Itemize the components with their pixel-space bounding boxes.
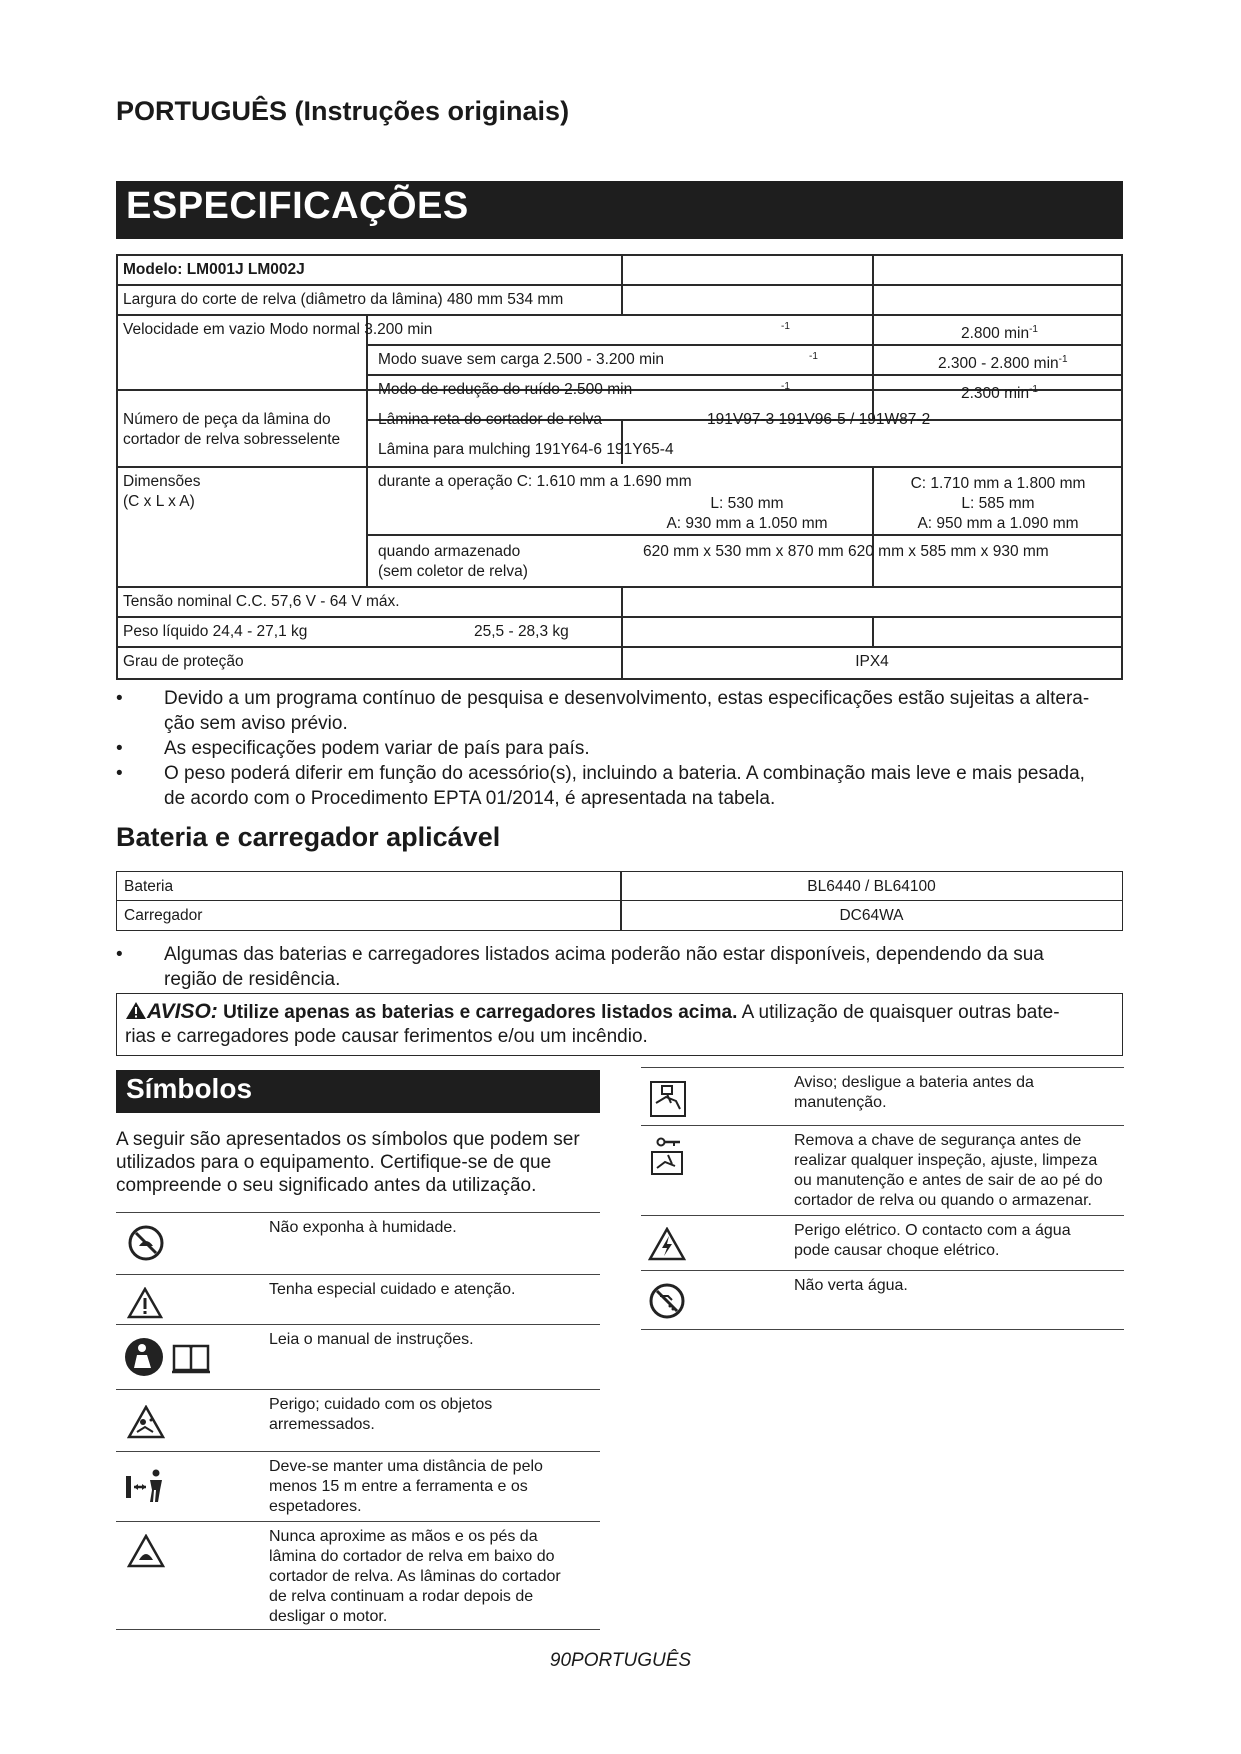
dimensions-stored-values: 620 mm x 530 mm x 870 mm 620 mm x 585 mm x 930 mm <box>643 543 1049 560</box>
dimensions-lm002-width: L: 585 mm <box>961 495 1035 512</box>
spec-note-3: • O peso poderá diferir em função do acessório(s), incluindo a bateria. A combinação mais leve e mais pesada, de acordo com o Procedimento EPTA 01/2014, é apresentada na tabela. <box>116 763 1085 809</box>
battery-heading: Bateria e carregador aplicável <box>116 822 501 852</box>
dimensions-operating: durante a operação C: 1.610 mm a 1.690 mm <box>378 473 692 490</box>
speed-quiet-lm002: 2.300 - 2.800 $\min^{-1}$ <box>938 354 1068 373</box>
dimensions-label-2: (C x L x A) <box>123 493 195 510</box>
symbol-text: Deve-se manter uma distância de pelo menos 15 m entre a ferramenta e os espetadores. <box>269 1458 543 1515</box>
symbol-row <box>116 1274 600 1324</box>
keep-distance-icon <box>124 1468 168 1504</box>
symbols-heading: Símbolos <box>116 1070 600 1113</box>
warning-triangle-icon <box>125 1001 147 1020</box>
charger-row: Carregador DC64WA <box>116 901 1123 931</box>
warning-text-2: rias e carregadores pode causar ferimentos e/ou um incêndio. <box>125 1026 648 1047</box>
symbol-text: Perigo elétrico. O contacto com a água pode causar choque elétrico. <box>794 1222 1071 1259</box>
remove-battery-icon <box>648 1079 688 1119</box>
symbol-row <box>116 1212 600 1274</box>
dimensions-lm002-height: A: 950 mm a 1.090 mm <box>917 515 1079 532</box>
dimensions-lm001-width: L: 530 mm <box>710 495 784 512</box>
symbol-row <box>116 1521 600 1630</box>
symbols-intro: A seguir são apresentados os símbolos que podem ser utilizados para o equipamento. Certifique-se de que compreende o seu significado antes da utilização. <box>116 1129 580 1196</box>
warning-box <box>116 993 1123 1056</box>
rated-voltage: Tensão nominal C.C. 57,6 V - 64 V máx. <box>123 593 400 610</box>
symbol-text: Aviso; desligue a bateria antes da manutenção. <box>794 1074 1034 1111</box>
no-water-icon <box>648 1282 686 1320</box>
protection-label: Grau de proteção <box>123 653 244 670</box>
straight-blade-parts: 191V97-3 191V96-5 / 191W87-2 <box>707 411 931 428</box>
page-footer: 90PORTUGUÊS <box>549 1650 692 1671</box>
specifications-table <box>116 254 1123 680</box>
hands-feet-icon <box>127 1534 165 1568</box>
read-manual-icon <box>123 1336 165 1378</box>
thrown-objects-icon <box>127 1405 165 1439</box>
symbol-text: Remova a chave de segurança antes de realizar qualquer inspeção, ajuste, limpeza ou manutenção e antes de sair de ao pé do cortador de relva ou quando o armazenar. <box>794 1132 1103 1209</box>
speed-exponent: -1 <box>781 321 790 332</box>
spec-notes <box>116 686 1126 811</box>
dimensions-lm002-length: C: 1.710 mm a 1.800 mm <box>910 475 1086 492</box>
dimensions-stored: quando armazenado <box>378 543 521 560</box>
symbol-row <box>641 1067 1124 1125</box>
symbol-text: Leia o manual de instruções. <box>269 1331 474 1348</box>
quiet-exponent: -1 <box>809 351 818 362</box>
battery-table <box>116 871 1123 931</box>
noise-exponent: -1 <box>781 381 790 392</box>
speed-quiet: Modo suave sem carga 2.500 - 3.200 min <box>378 351 665 368</box>
spec-note-2: • As especificações podem variar de país para país. <box>116 738 590 759</box>
protection-value: IPX4 <box>855 653 889 670</box>
speed-normal-lm002: 2.800 $\min^{-1}$ <box>961 324 1038 343</box>
dimensions-stored-2: (sem coletor de relva) <box>378 563 528 580</box>
symbol-row <box>116 1324 600 1389</box>
symbol-row <box>116 1451 600 1521</box>
warning-label: AVISO: <box>147 1000 218 1023</box>
battery-row: Bateria BL6440 / BL64100 <box>116 871 1123 901</box>
model-label: Modelo: LM001J LM002J <box>123 261 305 278</box>
spec-note-1: • Devido a um programa contínuo de pesquisa e desenvolvimento, estas especificações estão sujeitas a altera- ção sem aviso prévio. <box>116 688 1090 734</box>
manual-book-icon <box>171 1342 211 1374</box>
symbol-text: Não verta água. <box>794 1277 908 1294</box>
dimensions-lm001-height: A: 930 mm a 1.050 mm <box>666 515 828 532</box>
net-weight-lm001: Peso líquido 24,4 - 27,1 kg <box>123 623 308 640</box>
symbol-text: Tenha especial cuidado e atenção. <box>269 1281 516 1298</box>
symbol-row <box>641 1125 1124 1215</box>
symbol-row <box>641 1270 1124 1330</box>
page-language-title: PORTUGUÊS (Instruções originais) <box>116 96 570 126</box>
symbol-row <box>116 1389 600 1451</box>
caution-icon <box>127 1287 163 1319</box>
blade-part-label-2: cortador de relva sobresselente <box>123 431 341 448</box>
cut-width: Largura do corte de relva (diâmetro da lâmina) 480 mm 534 mm <box>123 291 564 308</box>
symbol-row <box>641 1215 1124 1270</box>
speed-normal: Velocidade em vazio Modo normal 3.200 min <box>123 321 433 338</box>
battery-note: • Algumas das baterias e carregadores listados acima poderão não estar disponíveis, dependendo da sua região de residência. <box>116 944 1044 990</box>
no-moisture-icon <box>127 1224 165 1262</box>
symbol-text: Nunca aproxime as mãos e os pés da lâmina do cortador de relva em baixo do cortador de relva. As lâminas do cortador de relva continuam a rodar depois de desligar o motor. <box>269 1528 561 1625</box>
warning-bold-text: Utilize apenas as baterias e carregadores listados acima. <box>223 1002 738 1023</box>
electric-hazard-icon <box>648 1227 686 1261</box>
speed-noise-lm002: 2.300 $\min^{-1}$ <box>961 384 1038 403</box>
symbol-text: Não exponha à humidade. <box>269 1219 457 1236</box>
specifications-heading: ESPECIFICAÇÕES <box>116 181 1123 239</box>
net-weight-lm002: 25,5 - 28,3 kg <box>474 623 569 640</box>
speed-noise-reduction: Modo de redução do ruído 2.500 min <box>378 381 633 398</box>
warning-text: A utilização de quaisquer outras bate- <box>741 1002 1060 1023</box>
dimensions-label: Dimensões <box>123 473 201 490</box>
blade-part-label: Número de peça da lâmina do <box>123 411 331 428</box>
straight-blade: Lâmina reta do cortador de relva <box>378 411 603 428</box>
symbol-text: Perigo; cuidado com os objetos arremessados. <box>269 1396 493 1433</box>
mulching-blade: Lâmina para mulching 191Y64-6 191Y65-4 <box>378 441 674 458</box>
remove-key-icon <box>648 1136 688 1178</box>
